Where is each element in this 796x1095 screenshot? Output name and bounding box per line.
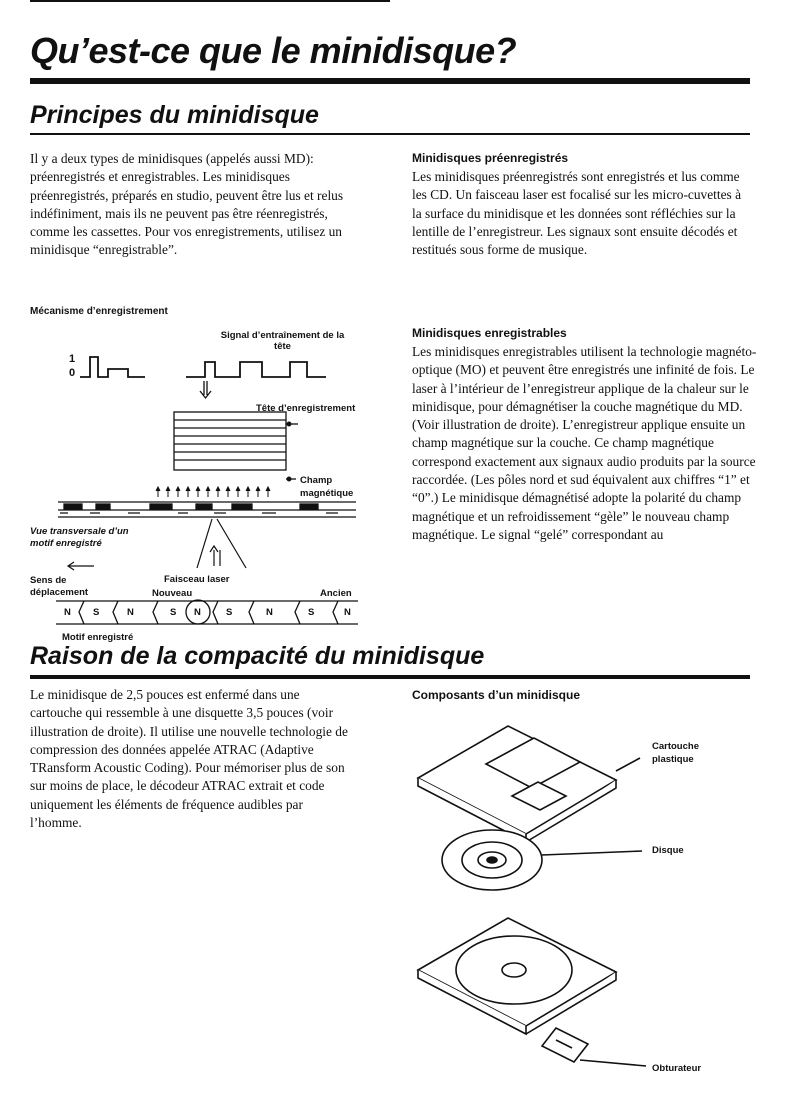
plastic-cartridge	[418, 726, 640, 842]
laser-label: Faisceau laser	[164, 574, 230, 585]
level-zero-label: 0	[69, 367, 76, 379]
prerecorded-heading: Minidisques préenregistrés	[412, 151, 569, 165]
field-label: Champ magnétique	[300, 475, 354, 499]
direction-label: Sens de déplacement	[30, 575, 89, 598]
head-label: Tête d’enregistrement	[256, 403, 356, 414]
pole-letter: S	[170, 607, 177, 618]
disc-label: Disque	[652, 845, 684, 856]
pole-letter: S	[226, 607, 233, 618]
pole-letter: N	[344, 607, 351, 618]
section1-intro: Il y a deux types de minidisques (appelés aussi MD): préenregistrés et enregistrables. Les minidisques préenregistrés, préparés en studio, peuvent être lus et relus indéfiniment, mais ils ne peuvent pas être réenregistrés, comme les cassettes. Pour vos enregistrements, utilisez un minidisque “enregistrable”.	[30, 151, 344, 258]
pole-letter: S	[93, 607, 100, 618]
pole-letter: S	[308, 607, 315, 618]
old-label: Ancien	[320, 588, 352, 599]
cartridge-bottom	[418, 918, 616, 1034]
shutter-label: Obturateur	[652, 1063, 702, 1074]
shutter	[542, 1028, 646, 1066]
cross-section-label: Vue transversale d’un motif enregistré	[30, 526, 129, 549]
drive-signal-label: Signal d’entraînement de la tête	[220, 330, 345, 352]
pole-letter: N	[64, 607, 71, 618]
pattern-label: Motif enregistré	[62, 632, 134, 643]
pole-letter: N	[266, 607, 273, 618]
disc	[442, 830, 642, 890]
section2-text: Le minidisque de 2,5 pouces est enfermé dans une cartouche qui ressemble à une disquette 3,5 pouces (voir illustration de droite). Il utilise une nouvelle technologie de compression des données appelée ATRAC (Adaptive TRansform Acoustic Coding). Pour mémoriser plus de son sur moins de place, le décodeur ATRAC extrait et code uniquement les éléments de fréquence audibles par l’homme.	[30, 687, 348, 831]
new-label: Nouveau	[152, 588, 193, 599]
recordable-text: Les minidisques enregistrables utilisent la technologie magnéto-optique (MO) et peuvent être enregistrés une infinité de fois. Le laser à l’intérieur de l’enregistreur applique de la chaleur sur le minidisque, pour démagnétiser la couche magnétique du MD. (Voir illustration de droite). L’enregistreur applique ensuite un champ magnétique sur la couche. Ce champ magnétique correspond exactement aux signaux audio produits par la source raccordée. (Les pôles nord et sud équivalent aux chiffres “1” et “0”.) Le minidisque démagnétisé adopte la polarité du champ magnétique et un refroidissement “gèle” le nouveau champ magnétique. Le signal “gelé” correspondant au	[412, 344, 757, 542]
pole-letter: N	[194, 607, 201, 618]
level-one-label: 1	[69, 353, 76, 365]
pole-letter: N	[127, 607, 134, 618]
recordable-heading: Minidisques enregistrables	[412, 326, 567, 340]
page-title: Qu’est-ce que le minidisque?	[30, 30, 517, 71]
diagram-title: Mécanisme d’enregistrement	[30, 306, 168, 317]
section2-title: Raison de la compacité du minidisque	[30, 642, 485, 670]
components-heading: Composants d’un minidisque	[412, 688, 581, 702]
prerecorded-text: Les minidisques préenregistrés sont enregistrés et lus comme les CD. Un faisceau laser est focalisé sur les micro-cuvettes à la surface du minidisque et les données sont réfléchies sur la lentille de l’enregistreur. Les signaux sont ensuite décodés et restitués sous forme de musique.	[412, 169, 742, 258]
section1-title: Principes du minidisque	[30, 101, 319, 129]
cartridge-label: Cartouche plastique	[652, 741, 699, 765]
